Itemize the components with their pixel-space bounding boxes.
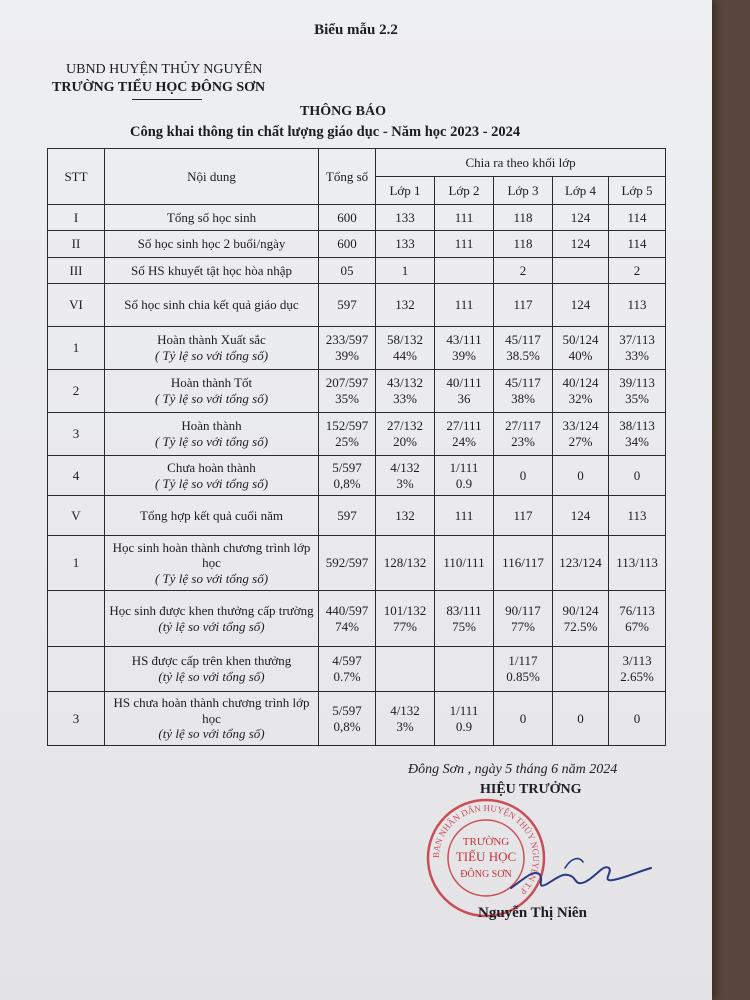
row-value: 90/124 <box>562 602 599 618</box>
row-value: 0 <box>494 692 553 746</box>
row-total-cell <box>319 456 376 496</box>
row-total-pct: 0,8% <box>333 475 361 491</box>
row-stt: 3 <box>48 692 105 746</box>
row-value: 0 <box>609 456 666 496</box>
ratio-note: ( Tỷ lệ so với tổng số) <box>154 570 269 586</box>
row-value-cell <box>553 413 609 456</box>
row-value: 45/117 <box>505 332 541 348</box>
row-value-cell <box>553 327 609 370</box>
row-pct: 38% <box>511 391 535 406</box>
row-label-cell <box>105 456 319 496</box>
row-value-cell <box>553 591 609 647</box>
header-grade-4: Lớp 4 <box>553 177 609 205</box>
row-value: 117 <box>494 284 553 327</box>
row-value: 111 <box>435 284 494 327</box>
ratio-note: ( Tỷ lệ so với tổng số) <box>154 475 269 491</box>
header-grade-5: Lớp 5 <box>609 177 666 205</box>
header-grade-group: Chia ra theo khối lớp <box>376 149 666 177</box>
form-number: Biểu mẫu 2.2 <box>314 22 398 38</box>
row-value-cell <box>609 327 666 370</box>
row-total-pct: 74% <box>335 618 359 634</box>
row-value-cell <box>435 591 494 647</box>
row-pct: 77% <box>393 618 417 634</box>
row-pct: 36 <box>457 391 471 406</box>
row-value: 40/124 <box>562 375 599 391</box>
row-total: 152/597 <box>325 418 369 434</box>
row-pct: 34% <box>625 434 649 449</box>
row-total-pct: 25% <box>335 434 359 449</box>
row-value: 123/124 <box>553 536 609 591</box>
row-total-pct: 35% <box>335 391 359 406</box>
row-value: 132 <box>376 496 435 536</box>
row-value-cell <box>494 647 553 692</box>
row-label: Hoàn thành Tốt <box>170 375 253 391</box>
table-row <box>48 591 666 647</box>
row-value: 33/124 <box>562 418 599 434</box>
table-row <box>48 258 666 284</box>
row-total-cell <box>319 647 376 692</box>
row-value: 132 <box>376 284 435 327</box>
principal-title: HIỆU TRƯỞNG <box>480 782 582 797</box>
row-pct: 24% <box>452 434 476 449</box>
row-label-cell <box>105 591 319 647</box>
row-value: 0 <box>494 456 553 496</box>
row-label: Học sinh hoàn thành chương trình lớp học <box>112 539 311 571</box>
row-stt: II <box>48 231 105 258</box>
notice-subject: Công khai thông tin chất lượng giáo dục - Năm học 2023 - 2024 <box>130 124 521 140</box>
row-pct: 0.85% <box>506 669 540 684</box>
row-value: 76/113 <box>619 602 655 618</box>
signature-mark <box>505 848 655 898</box>
row-value: 39/113 <box>619 375 655 391</box>
row-value <box>435 647 494 692</box>
header-content: Nội dung <box>105 149 319 205</box>
row-value: 118 <box>494 205 553 231</box>
row-value: 43/132 <box>386 375 424 391</box>
row-value-cell <box>609 647 666 692</box>
row-value: 83/111 <box>446 602 482 618</box>
header-total: Tổng số <box>319 149 376 205</box>
row-value-cell <box>435 370 494 413</box>
row-stt: 1 <box>48 327 105 370</box>
row-value-cell <box>376 413 435 456</box>
row-value: 45/117 <box>505 375 541 391</box>
row-value: 3/113 <box>622 653 652 669</box>
row-label: Hoàn thành <box>181 418 242 434</box>
ratio-note: ( Tỷ lệ so với tổng số) <box>154 434 269 449</box>
row-value-cell <box>494 327 553 370</box>
row-value-cell <box>376 692 435 746</box>
row-stt: VI <box>48 284 105 327</box>
row-label-cell <box>105 370 319 413</box>
row-pct: 32% <box>568 391 593 406</box>
row-value-cell <box>553 370 609 413</box>
table-row <box>48 413 666 456</box>
row-pct: 3% <box>396 718 414 734</box>
row-label: Tổng hợp kết quả cuối năm <box>105 496 319 536</box>
row-stt <box>48 591 105 647</box>
row-pct: 75% <box>452 618 476 634</box>
seal-line-1: TRƯỜNG <box>462 836 510 848</box>
table-row <box>48 327 666 370</box>
row-label-cell <box>105 692 319 746</box>
row-value: 1 <box>376 258 435 284</box>
row-pct: 38.5% <box>506 348 540 363</box>
row-value: 113 <box>609 496 666 536</box>
row-value: 111 <box>435 231 494 258</box>
row-value: 111 <box>435 496 494 536</box>
row-value: 111 <box>435 205 494 231</box>
table-row <box>48 284 666 327</box>
row-total: 597 <box>319 284 376 327</box>
row-label: Hoàn thành Xuất sắc <box>157 332 266 348</box>
row-value: 116/117 <box>494 536 553 591</box>
table-row <box>48 205 666 231</box>
seal-line-3: ĐÔNG SƠN <box>460 869 512 880</box>
row-label: Số học sinh chia kết quả giáo dục <box>105 284 319 327</box>
row-pct: 67% <box>625 618 649 634</box>
table-row <box>48 647 666 692</box>
header-grade-3: Lớp 3 <box>494 177 553 205</box>
row-stt: III <box>48 258 105 284</box>
row-pct: 0.9 <box>455 718 473 734</box>
row-pct: 0.9 <box>455 475 473 491</box>
row-stt: 3 <box>48 413 105 456</box>
row-total: 597 <box>319 496 376 536</box>
row-pct: 3% <box>396 475 414 491</box>
row-pct: 77% <box>511 618 535 634</box>
row-value <box>553 647 609 692</box>
row-value <box>435 258 494 284</box>
date-line: Đông Sơn , ngày 5 tháng 6 năm 2024 <box>408 762 618 777</box>
row-value: 124 <box>553 205 609 231</box>
row-total-pct: 0.7% <box>333 669 361 684</box>
row-label-cell <box>105 327 319 370</box>
row-total: 05 <box>319 258 376 284</box>
row-value: 124 <box>553 284 609 327</box>
table-row <box>48 370 666 413</box>
row-value: 38/113 <box>619 418 655 434</box>
ratio-note: ( Tỷ lệ so với tổng số) <box>154 391 269 406</box>
row-label-cell <box>105 536 319 591</box>
organization-name: UBND HUYỆN THỦY NGUYÊN <box>66 62 263 77</box>
row-total: 592/597 <box>319 536 376 591</box>
row-value-cell <box>435 456 494 496</box>
row-pct: 39% <box>452 348 476 363</box>
row-value: 113/113 <box>609 536 666 591</box>
row-total: 233/597 <box>325 332 369 348</box>
row-value: 133 <box>376 231 435 258</box>
row-pct: 40% <box>568 348 593 363</box>
row-label: Chưa hoàn thành <box>167 459 256 475</box>
row-value: 117 <box>494 496 553 536</box>
row-value: 124 <box>553 231 609 258</box>
row-value-cell <box>376 327 435 370</box>
row-total-cell <box>319 370 376 413</box>
row-value: 2 <box>494 258 553 284</box>
row-total: 440/597 <box>325 602 369 618</box>
row-value: 1/111 <box>449 459 479 475</box>
row-pct: 33% <box>393 391 417 406</box>
row-value: 1/117 <box>508 653 538 669</box>
row-value-cell <box>376 591 435 647</box>
row-value-cell <box>376 456 435 496</box>
header-stt: STT <box>48 149 105 205</box>
row-value: 4/132 <box>390 459 420 475</box>
school-name: TRƯỜNG TIỂU HỌC ĐÔNG SƠN <box>52 80 266 95</box>
row-value: 0 <box>553 692 609 746</box>
table-row <box>48 231 666 258</box>
row-label: Tổng số học sinh <box>105 205 319 231</box>
row-label: HS được cấp trên khen thưởng <box>131 653 292 669</box>
row-value-cell <box>494 591 553 647</box>
row-stt: 4 <box>48 456 105 496</box>
table-row <box>48 692 666 746</box>
row-total: 600 <box>319 231 376 258</box>
notice-title: THÔNG BÁO <box>300 104 386 119</box>
principal-name: Nguyễn Thị Niên <box>478 905 587 921</box>
row-stt: V <box>48 496 105 536</box>
row-total: 600 <box>319 205 376 231</box>
row-label: Số HS khuyết tật học hòa nhập <box>105 258 319 284</box>
row-total-cell <box>319 591 376 647</box>
row-pct: 23% <box>511 434 535 449</box>
row-value-cell <box>435 692 494 746</box>
row-label: Học sinh được khen thưởng cấp trường <box>109 602 314 618</box>
row-total-cell <box>319 327 376 370</box>
row-total-cell <box>319 692 376 746</box>
row-pct: 2.65% <box>620 669 654 684</box>
row-total-pct: 39% <box>335 348 359 363</box>
quality-table <box>47 148 666 746</box>
row-value: 118 <box>494 231 553 258</box>
ratio-note: (tỷ lệ so với tổng số) <box>158 669 265 684</box>
row-value: 133 <box>376 205 435 231</box>
ratio-note: ( Tỷ lệ so với tổng số) <box>154 348 269 363</box>
row-value <box>376 647 435 692</box>
row-value: 124 <box>553 496 609 536</box>
row-value-cell <box>435 413 494 456</box>
row-value: 4/132 <box>390 702 420 718</box>
row-value: 128/132 <box>376 536 435 591</box>
school-underline <box>132 99 202 100</box>
row-value-cell <box>609 413 666 456</box>
row-stt: I <box>48 205 105 231</box>
ratio-note: (tỷ lệ so với tổng số) <box>158 618 265 634</box>
row-value: 114 <box>609 205 666 231</box>
row-total-cell <box>319 413 376 456</box>
header-grade-1: Lớp 1 <box>376 177 435 205</box>
row-total: 5/597 <box>332 702 362 718</box>
row-pct: 20% <box>393 434 417 449</box>
row-value: 2 <box>609 258 666 284</box>
row-value-cell <box>609 591 666 647</box>
table-row <box>48 536 666 591</box>
row-value: 58/132 <box>386 332 424 348</box>
row-label: HS chưa hoàn thành chương trình lớp học <box>113 695 310 726</box>
row-pct: 35% <box>625 391 649 406</box>
row-value-cell <box>435 327 494 370</box>
row-value <box>553 258 609 284</box>
seal-ring-text: BAN NHÂN DÂN HUYỆN THỦY NGUYÊN T.P <box>430 802 542 897</box>
row-total: 5/597 <box>332 459 362 475</box>
row-value: 110/111 <box>435 536 494 591</box>
row-value: 0 <box>609 692 666 746</box>
row-stt: 1 <box>48 536 105 591</box>
row-label-cell <box>105 647 319 692</box>
row-pct: 44% <box>393 348 417 363</box>
row-value: 1/111 <box>449 702 479 718</box>
table-row <box>48 456 666 496</box>
row-total: 207/597 <box>325 375 369 391</box>
seal-line-2: TIỂU HỌC <box>455 849 517 864</box>
ratio-note: (tỷ lệ so với tổng số) <box>158 726 265 742</box>
row-value: 113 <box>609 284 666 327</box>
row-value: 90/117 <box>505 602 541 618</box>
row-value: 27/111 <box>446 418 482 434</box>
row-value-cell <box>609 370 666 413</box>
row-pct: 72.5% <box>563 618 598 634</box>
row-value: 0 <box>553 456 609 496</box>
row-value: 101/132 <box>383 602 427 618</box>
row-value: 37/113 <box>619 332 655 348</box>
row-total: 4/597 <box>332 653 362 669</box>
header-grade-2: Lớp 2 <box>435 177 494 205</box>
row-value: 27/117 <box>505 418 541 434</box>
row-value-cell <box>494 413 553 456</box>
row-value: 43/111 <box>446 332 482 348</box>
row-stt <box>48 647 105 692</box>
row-value: 40/111 <box>446 375 482 391</box>
row-value: 50/124 <box>562 332 599 348</box>
row-stt: 2 <box>48 370 105 413</box>
row-pct: 33% <box>625 348 649 363</box>
row-pct: 27% <box>568 434 593 449</box>
row-value: 114 <box>609 231 666 258</box>
table-row <box>48 496 666 536</box>
row-value-cell <box>376 370 435 413</box>
row-label-cell <box>105 413 319 456</box>
row-total-pct: 0,8% <box>333 718 361 734</box>
row-value: 27/132 <box>386 418 424 434</box>
row-label: Số học sinh học 2 buổi/ngày <box>105 231 319 258</box>
row-value-cell <box>494 370 553 413</box>
